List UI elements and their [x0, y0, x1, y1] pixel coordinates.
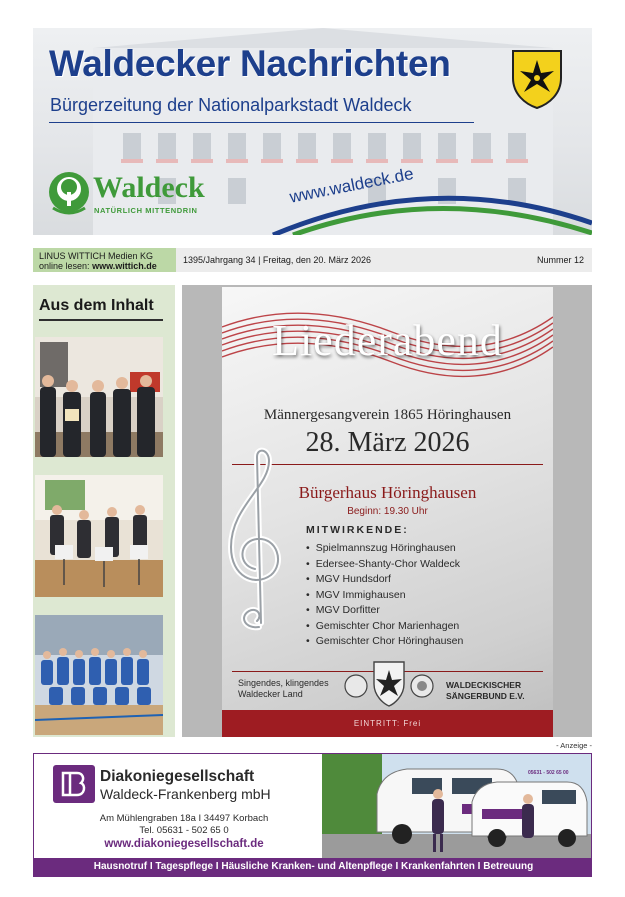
issue-info-bar: [33, 248, 592, 272]
performer-item: • MGV Dorfitter: [306, 603, 463, 619]
contents-sidebar: [33, 285, 175, 737]
online-prefix: online lesen:: [39, 261, 90, 271]
waldeck-logo-tagline: NATÜRLICH MITTENDRIN: [94, 206, 198, 215]
performers-list: [306, 541, 463, 650]
sports-team-photo[interactable]: [35, 615, 163, 735]
publisher-name: LINUS WITTICH Medien KG: [39, 251, 154, 261]
contents-divider: [39, 319, 163, 321]
van-phone-number: 05631 - 502 65 00: [528, 770, 569, 776]
publisher-url[interactable]: www.wittich.de: [92, 261, 157, 271]
services-bar: Hausnotruf I Tagespflege I Häusliche Kranken- und Altenpflege I Krankenfahrten I Betreuung: [34, 858, 592, 877]
company-website-link[interactable]: www.diakoniegesellschaft.de: [104, 838, 264, 850]
poster-slogan-line2: Waldecker Land: [238, 689, 303, 699]
performer-item: • Spielmannszug Höringhausen: [306, 541, 463, 557]
saengerbund-name: [446, 680, 525, 702]
diakonie-logo-icon: [53, 765, 95, 803]
newspaper-title: Waldecker Nachrichten: [49, 43, 451, 84]
company-address: Am Mühlengraben 18a I 34497 Korbach: [99, 813, 269, 824]
orchestra-photo[interactable]: [35, 475, 163, 597]
performer-item: • Gemischter Chor Marienhagen: [306, 619, 463, 635]
masthead: [33, 28, 592, 235]
diakonie-advert[interactable]: [33, 753, 592, 877]
waldeck-logo-word: Waldeck: [93, 171, 205, 204]
coat-of-arms-star-icon: [510, 48, 564, 110]
advert-label: - Anzeige -: [556, 741, 592, 750]
performers-heading: MITWIRKENDE:: [306, 524, 409, 536]
group-award-photo[interactable]: [35, 337, 163, 457]
saengerbund-line1: WALDECKISCHER: [446, 680, 522, 690]
event-poster-area: [182, 285, 592, 737]
title-divider: [49, 122, 474, 123]
newspaper-subtitle: Bürgerzeitung der Nationalparkstadt Waldeck: [50, 95, 412, 115]
poster-date: 28. März 2026: [305, 427, 470, 458]
issue-date: 1395/Jahrgang 34 | Freitag, den 20. März 2026: [183, 255, 371, 265]
performer-item: • Edersee-Shanty-Chor Waldeck: [306, 557, 463, 573]
poster-slogan: [238, 678, 329, 700]
company-contact: [34, 813, 334, 837]
performer-item: • Gemischter Chor Höringhausen: [306, 634, 463, 650]
company-name: Diakoniegesellschaft: [100, 768, 255, 785]
performer-item: • MGV Hundsdorf: [306, 572, 463, 588]
online-read-line: [39, 261, 176, 271]
poster-venue: Bürgerhaus Höringhausen: [298, 483, 477, 502]
poster-club: Männergesangverein 1865 Höringhausen: [263, 407, 512, 423]
company-phone: Tel. 05631 - 502 65 0: [139, 825, 229, 836]
saengerbund-emblem-icon: [342, 654, 437, 709]
poster-slogan-line1: Singendes, klingendes: [238, 678, 329, 688]
poster-start-time: Beginn: 19.30 Uhr: [347, 506, 428, 517]
publisher-box: [33, 248, 176, 272]
issue-number: Nummer 12: [536, 255, 584, 265]
admission-banner: EINTRITT: Frei: [222, 710, 553, 737]
company-subname: Waldeck-Frankenberg mbH: [100, 786, 271, 802]
saengerbund-line2: SÄNGERBUND E.V.: [446, 691, 525, 701]
performer-item: • MGV Immighausen: [306, 588, 463, 604]
treble-clef-icon: [225, 447, 287, 632]
town-website-link[interactable]: www.waldeck.de: [288, 164, 415, 207]
poster-title: Liederabend: [272, 316, 503, 365]
liederabend-poster[interactable]: [222, 287, 553, 737]
contents-heading: Aus dem Inhalt: [39, 297, 154, 314]
